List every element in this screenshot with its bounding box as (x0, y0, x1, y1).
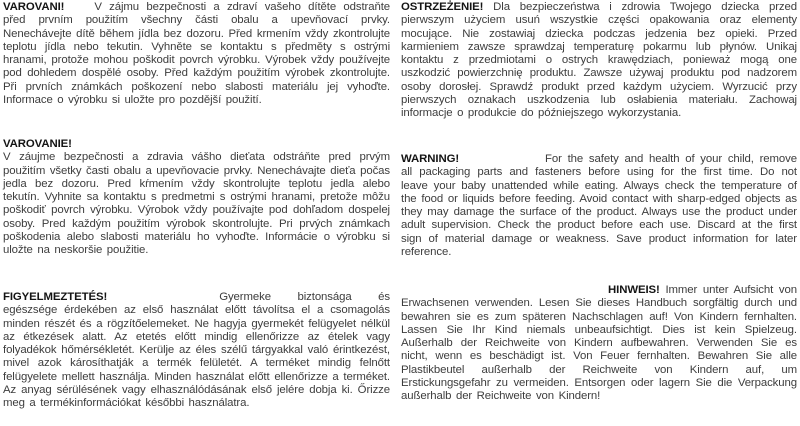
section-warning-german (401, 284, 797, 404)
section-warning-czech (3, 1, 390, 107)
english-warning-body: For the safety and health of your child, remove all packaging parts and fasteners before using for the first time. Do not leave your baby unattended while eating. Always check the temperature of the food or liquids before feeding. Avoid contact with sharp-edged objects as they may damage the surface of the product. Always use the product under adult supervision. Check the product before each use. Discard at the first sign of material damage or weakness. Save product information for later reference. (401, 153, 797, 259)
heading-gap (459, 161, 545, 162)
section-warning-hungarian (3, 291, 390, 411)
english-warning-heading: WARNING! (401, 153, 460, 165)
hungarian-warning-heading: FIGYELMEZTETÉS! (3, 291, 108, 303)
section-warning-polish (401, 1, 797, 121)
czech-warning-heading: VAROVANI! (3, 1, 65, 13)
german-warning-heading: HINWEIS! (608, 284, 660, 296)
polish-warning-heading: OSTRZEŻENIE! (401, 1, 484, 13)
heading-gap (107, 299, 219, 300)
section-warning-english (401, 153, 797, 259)
german-warning-body: Immer unter Aufsicht von Erwachsenen verwenden. Lesen Sie dieses Handbuch sorgfältig durch und bewahren sie es zum späteren Nachschlagen auf! Von Kindern fernhalten. Lassen Sie Ihr Kind niemals unbeaufsichtigt. Dies ist kein Spielzeug. Außerhalb der Reichweite von Kindern aufbewahren. Verwenden Sie es nicht, wenn es beschädigt ist. Von Feuer fernhalten. Bewahren Sie alle Plastikbeutel außerhalb der Reichweite von Kindern auf, um Erstickungsgefahr zu vermeiden. Entsorgen oder lagern Sie die Verpackung außerhalb der Reichweite von Kindern! (401, 284, 797, 403)
polish-warning-body: Dla bezpieczeństwa i zdrowia Twojego dziecka przed pierwszym użyciem usuń wszystkie części opakowania oraz elementy mocujące. Nie zostawiaj dziecka podczas jedzenia bez opieki. Przed karmieniem zawsze sprawdzaj temperaturę pokarmu lub płynów. Unikaj kontaktu z przedmiotami o ostrych krawędziach, ponieważ mogą one uszkodzić powierzchnię produktu. Zawsze używaj produktu pod nadzorem osoby dorosłej. Sprawdź produkt przed każdym użyciem. Wyrzucić przy pierwszych oznakach uszkodzenia lub osłabienia materiału. Zachowaj informacje o produkcie do późniejszego wykorzystania. (401, 1, 797, 120)
czech-warning-body: V zájmu bezpečnosti a zdraví vašeho dítěte odstraňte před prvním použitím všechny části obalu a upevňovací prvky. Nenechávejte dítě během jídla bez dozoru. Před krmením vždy zkontrolujte teplotu jídla nebo tekutin. Vyhněte se kontaktu s předměty s ostrými hranami, protože mohou poškodit povrch výrobku. Výrobek vždy používejte pod dohledem dospělé osoby. Před každým použitím výrobek zkontrolujte. Při prvních známkách poškození nebo slabosti materiálu jej vyhoďte. Informace o výrobku si uložte pro pozdější použití. (3, 1, 390, 107)
heading-gap (64, 9, 94, 10)
hungarian-warning-body: Gyermeke biztonsága és egészsége érdekében az első használat előtt távolítsa el a csomagolás minden részét és a rögzítőelemeket. Ne hagyja gyermekét felügyelet nélkül az étkezések alatt. Az etetés előtt mindig ellenőrizze az ételek vagy folyadékok hőmérsékletét. Kerülje az éles szélű tárgyakkal való érintkezést, mivel azok károsíthatják a termék felületét. A terméket mindig felnőtt felügyelete mellett használja. Minden használat előtt ellenőrizze a terméket. Az anyag sérülésének vagy elhasználódásának első jelére dobja ki. Őrizze meg a termékinformációkat későbbi használatra. (3, 291, 390, 410)
section-warning-slovak (3, 138, 390, 258)
slovak-warning-heading: VAROVANIE! (3, 138, 72, 150)
slovak-warning-body: V záujme bezpečnosti a zdravia vášho dieťata odstráňte pred prvým použitím všetky časti obalu a upevňovacie prvky. Nenechávajte dieťa počas jedla bez dozoru. Pred kŕmením vždy skontrolujte teplotu jedla alebo tekutín. Vyhnite sa kontaktu s predmetmi s ostrými hranami, pretože môžu poškodiť povrch výrobku. Výrobok vždy používajte pod dohľadom dospelej osoby. Pred každým použitím výrobok skontrolujte. Pri prvých známkach poškodenia alebo slabosti materiálu ho vyhoďte. Informácie o výrobku si uložte na neskoršie použitie. (3, 151, 390, 257)
